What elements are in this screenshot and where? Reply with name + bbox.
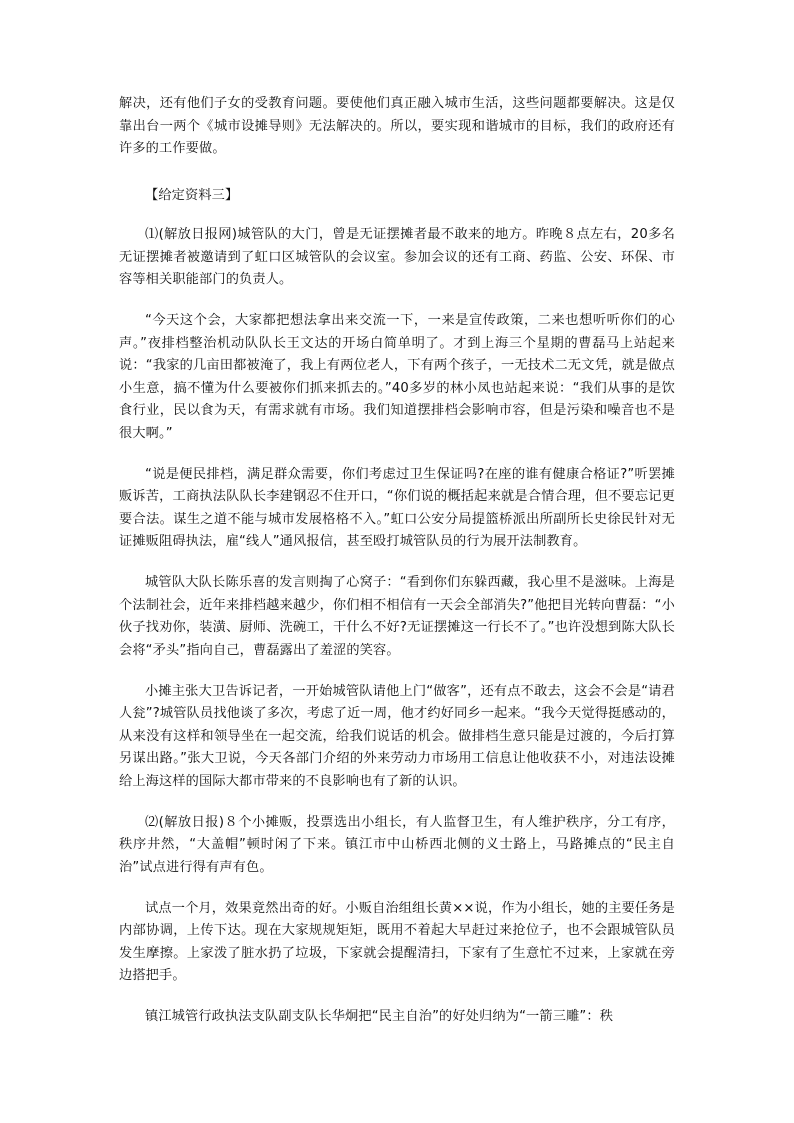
- intro-paragraph: 解决，还有他们子女的受教育问题。要使他们真正融入城市生活，这些问题都要解决。这是仅靠出台一两个《城市设摊导则》无法解决的。所以，要实现和谐城市的目标，我们的政府还有许多的工作要做。: [119, 96, 675, 156]
- paragraph-2: “今天这个会，大家都把想法拿出来交流一下，一来是宣传政策，二来也想听听你们的心声。”夜排档整治机动队队长王文达的开场白简单明了。才到上海三个星期的曹磊马上站起来说：“我家的几亩田都被淹了，我上有两位老人，下有两个孩子，一无技术二无文凭，就是做点小生意，搞不懂为什么要被你们抓来抓去的。”40多岁的林小凤也站起来说：“我们从事的是饮食行业，民以食为天，有需求就有市场。我们知道摆排档会影响市容，但是污染和噪音也不是很大啊。”: [119, 313, 675, 441]
- paragraph-1: ⑴(解放日报网)城管队的大门，曾是无证摆摊者最不敢来的地方。昨晚８点左右，20多名无证摆摊者被邀请到了虹口区城管队的会议室。参加会议的还有工商、药监、公安、环保、市容等相关职能部门的负责人。: [119, 227, 675, 287]
- paragraph-6: ⑵(解放日报)８个小摊贩，投票选出小组长，有人监督卫生，有人维护秩序，分工有序，秩序井然，“大盖帽”顿时闲了下来。镇江市中山桥西北侧的义士路上，马路摊点的“民主自治”试点进行得有声有色。: [119, 814, 675, 875]
- paragraph-8: 镇江城管行政执法支队副支队长华炯把“民主自治”的好处归纳为“一箭三雕”：秩: [145, 1009, 614, 1024]
- section-heading: 【给定资料三】: [145, 187, 239, 203]
- paragraph-3: “说是便民排档，满足群众需要，你们考虑过卫生保证吗?在座的谁有健康合格证?”听罢摊贩诉苦，工商执法队队长李建钢忍不住开口，“你们说的概括起来就是合情合理，但不要忘记更要合法。谋生之道不能与城市发展格格不入。”虹口公安分局提篮桥派出所副所长史徐民针对无证摊贩阻碍执法，雇“线人”通风报信，甚至殴打城管队员的行为展开法制教育。: [119, 466, 675, 549]
- document-body: [119, 93, 675, 1047]
- paragraph-4: 城管队大队长陈乐喜的发言则掏了心窝子：“看到你们东躲西藏，我心里不是滋味。上海是个法制社会，近年来排档越来越少，你们相不相信有一天会全部消失?”他把目光转向曹磊：“小伙子找劝你，装潢、厨师、洗碗工，干什么不好?无证摆摊这一行长不了。”也许没想到陈大队长会将“矛头”指向自己，曹磊露出了羞涩的笑容。: [119, 575, 675, 658]
- paragraph-5: 小摊主张大卫告诉记者，一开始城管队请他上门“做客”，还有点不敢去，这会不会是“请君人瓮”?城管队员找他谈了多次，考虑了近一周，他才约好同乡一起来。“我今天觉得挺感动的，从来没有这样和领导坐在一起交流，给我们说话的机会。做排档生意只能是过渡的，今后打算另谋出路。”张大卫说，今天各部门介绍的外来劳动力市场用工信息让他收获不小，对违法设摊给上海这样的国际大都市带来的不良影响也有了新的认识。: [119, 683, 675, 789]
- paragraph-7: 试点一个月，效果竟然出奇的好。小贩自治组组长黄××说，作为小组长，她的主要任务是内部协调，上传下达。现在大家规规矩矩，既用不着起大早赶过来抢位子，也不会跟城管队员发生摩擦。上家泼了脏水扔了垃圾，下家就会提醒清扫，下家有了生意忙不过来，上家就在旁边搭把手。: [119, 900, 675, 983]
